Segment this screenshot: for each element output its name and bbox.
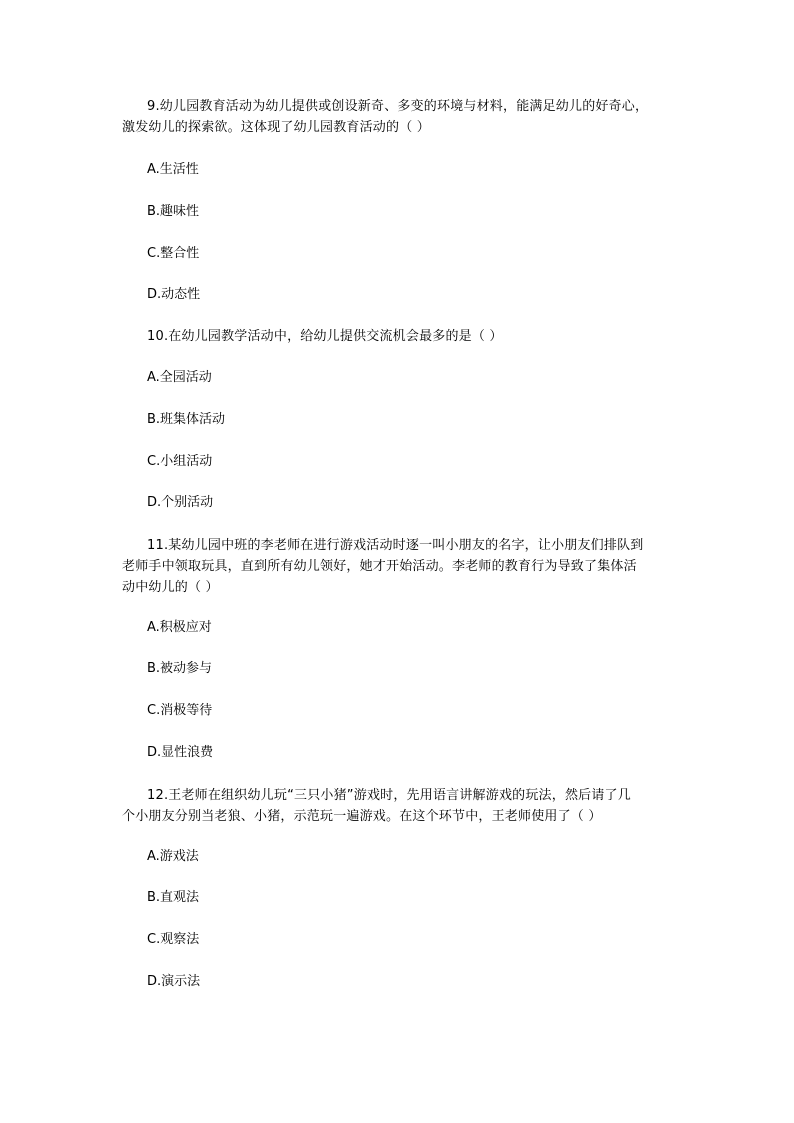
question-11-option-c: C.消极等待 [147,703,213,718]
question-stem-line: 12.王老师在组织幼儿玩“三只小猪”游戏时，先用语言讲解游戏的玩法，然后请了几 [147,788,631,803]
question-10-option-a: A.全园活动 [147,370,212,385]
question-9-option-d: D.动态性 [147,287,201,302]
question-11-option-d: D.显性浪费 [147,745,214,760]
question-9-option-c: C.整合性 [147,246,200,261]
question-stem-line: 11.某幼儿园中班的李老师在进行游戏活动时逐一叫小朋友的名字，让小朋友们排队到 [147,538,644,553]
question-9-option-a: A.生活性 [147,162,199,177]
question-10-option-d: D.个别活动 [147,495,214,510]
question-10-option-c: C.小组活动 [147,454,213,469]
question-stem-line: 个小朋友分别当老狼、小猪，示范玩一遍游戏。在这个环节中，王老师使用了（ ） [122,809,602,824]
question-stem-line: 激发幼儿的探索欲。这体现了幼儿园教育活动的（ ） [122,120,430,135]
question-11-stem [122,535,687,598]
question-10-stem [147,326,687,347]
question-12-option-d: D.演示法 [147,974,201,989]
question-12-option-a: A.游戏法 [147,849,199,864]
question-12-option-c: C.观察法 [147,932,200,947]
question-stem-line: 9.幼儿园教育活动为幼儿提供或创设新奇、多变的环境与材料，能满足幼儿的好奇心， [147,99,649,114]
question-9-option-b: B.趣味性 [147,204,200,219]
question-stem-line: 10.在幼儿园教学活动中，给幼儿提供交流机会最多的是（ ） [147,329,503,344]
question-12-stem [122,785,687,827]
question-9-stem [122,96,687,138]
question-12-option-b: B.直观法 [147,890,200,905]
question-stem-line: 老师手中领取玩具，直到所有幼儿领好，她才开始活动。李老师的教育行为导致了集体活 [122,559,637,574]
question-11-option-a: A.积极应对 [147,620,212,635]
question-10-option-b: B.班集体活动 [147,412,226,427]
question-11-option-b: B.被动参与 [147,661,213,676]
question-stem-line: 动中幼儿的（ ） [122,580,219,595]
